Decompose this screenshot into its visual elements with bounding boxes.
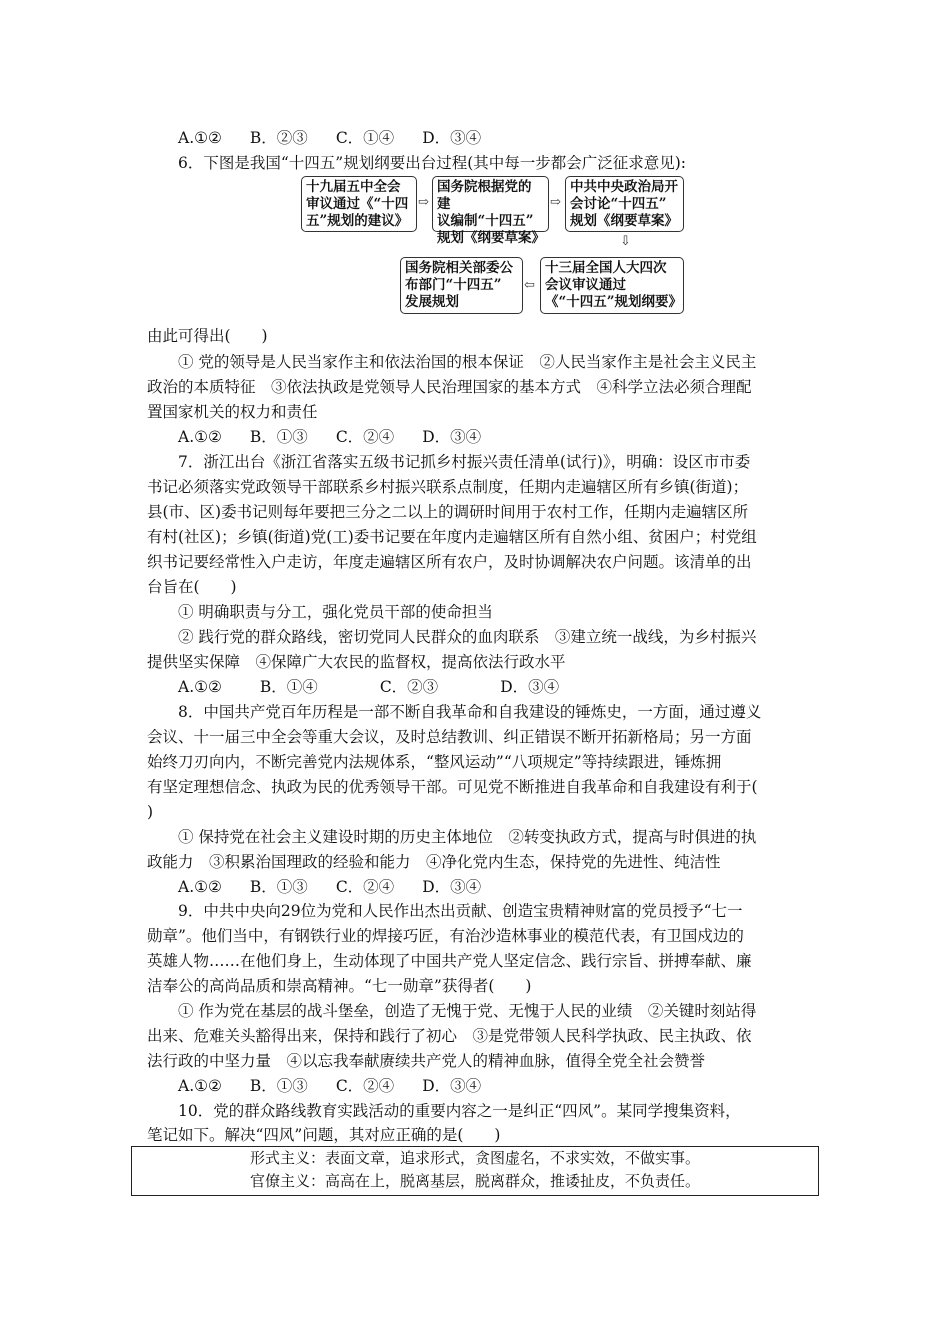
q7-option-a: A.①② [178,678,222,696]
q5-option-d: D．③④ [422,129,482,147]
q9-stem-line: 勋章”。他们当中，有钢铁行业的焊接巧匠，有治沙造林事业的模范代表，有卫国戍边的 [147,927,744,945]
arrow-down-icon: ⇩ [620,234,631,249]
q9-choice-line: 法行政的中坚力量 ④以忘我奉献赓续共产党人的精神血脉，值得全党全社会赞誉 [147,1052,706,1070]
q5-option-a: A.①② [178,129,222,147]
q6-option-d: D．③④ [422,428,482,446]
q6-choice-line: 政治的本质特征 ③依法执政是党领导人民治理国家的基本方式 ④科学立法必须合理配 [147,378,752,396]
q9-option-a: A.①② [178,1077,222,1095]
q5-option-c: C．①④ [335,129,395,147]
q10-stem-line: 笔记如下。解决“四风”问题，其对应正确的是( ) [147,1126,501,1144]
q7-stem-line: 书记必须落实党政领导干部联系乡村振兴联系点制度，任期内走遍辖区所有乡镇(街道)； [147,478,749,496]
q8-choice-line: 政能力 ③积累治国理政的经验和能力 ④净化党内生态，保持党的先进性、纯洁性 [147,853,721,871]
q9-option-c: C．②④ [335,1077,395,1095]
q8-stem-line: ) [147,803,154,821]
q8-option-a: A.①② [178,878,222,896]
q5-options [178,127,509,149]
flow-step-2: 国务院根据党的建 议编制“十四五” 规划《纲要草案》 [432,176,549,232]
q8-options [178,876,509,898]
q8-option-b: B．①③ [249,878,308,896]
q9-choice-line: 出来、危难关头豁得出来，保持和践行了初心 ③是党带领人民科学执政、民主执政、依 [147,1027,752,1045]
flow-step-4: 十三届全国人大四次 会议审议通过 《“十四五”规划纲要》 [540,257,684,314]
q7-option-c: C．②③ [379,678,439,696]
arrow-right-icon: ⇨ [550,195,561,210]
q8-stem-line: 会议、十一届三中全会等重大会议，及时总结教训、纠正错误不断开拓新格局；另一方面 [147,728,752,746]
q6-choice-line: 置国家机关的权力和责任 [147,403,318,421]
q9-option-b: B．①③ [249,1077,308,1095]
q7-stem-line: 县(市、区)委书记则每年要把三分之二以上的调研时间用于农村工作，任期内走遍辖区所 [147,503,749,521]
q7-stem-line: 织书记要经常性入户走访，年度走遍辖区所有农户，及时协调解决农户问题。该清单的出 [147,553,752,571]
q7-choice-line: ① 明确职责与分工，强化党员干部的使命担当 [178,603,493,621]
q7-choice-line: 提供坚实保障 ④保障广大农民的监督权，提高依法行政水平 [147,653,566,671]
q7-stem-line: 有村(社区)；乡镇(街道)党(工)委书记要在年度内走遍辖区所有自然小组、贫困户；村党组 [147,528,757,546]
q6-options [178,426,509,448]
q10-stem-line: 10．党的群众路线教育实践活动的重要内容之一是纠正“四风”。某同学搜集资料， [178,1102,741,1120]
flow-step-3: 中共中央政治局开 会讨论“十四五” 规划《纲要草案》 [565,176,684,232]
q6-choice-line: ① 党的领导是人民当家作主和依法治国的根本保证 ②人民当家作主是社会主义民主 [178,353,757,371]
q10-notes-table [131,1146,819,1196]
q8-choice-line: ① 保持党在社会主义建设时期的历史主体地位 ②转变执政方式，提高与时俱进的执 [178,828,757,846]
arrow-left-icon: ⇦ [524,278,535,293]
q9-options [178,1075,509,1097]
q9-stem-line: 洁奉公的高尚品质和崇高精神。“七一勋章”获得者( ) [147,977,532,995]
q8-stem-line: 始终刀刃向内，不断完善党内法规体系，“整风运动”“八项规定”等持续跟进，锤炼拥 [147,753,722,771]
arrow-right-icon: ⇨ [418,195,429,210]
q5-option-b: B．②③ [249,129,308,147]
q9-stem-line: 9．中共中央向29位为党和人民作出杰出贡献、创造宝贵精神财富的党员授予“七一 [178,902,743,920]
q6-option-b: B．①③ [249,428,308,446]
q8-option-c: C．②④ [335,878,395,896]
q6-option-a: A.①② [178,428,222,446]
q6-option-c: C．②④ [335,428,395,446]
q8-stem-line: 有坚定理想信念、执政为民的优秀领导干部。可见党不断推进自我革命和自我建设有利于( [147,778,758,796]
table-row: 形式主义：表面文章，追求形式，贪图虚名，不求实效，不做实事。 [249,1149,700,1167]
q9-stem-line: 英雄人物……在他们身上，生动体现了中国共产党人坚定信念、践行宗旨、拼搏奉献、廉 [147,952,752,970]
table-row: 官僚主义：高高在上，脱离基层，脱离群众，推诿扯皮，不负责任。 [249,1172,700,1190]
q6-prompt: 由此可得出( ) [147,327,268,345]
q8-stem-line: 8．中国共产党百年历程是一部不断自我革命和自我建设的锤炼史，一方面，通过遵义 [178,703,762,721]
q7-option-d: D．③④ [500,678,560,696]
flow-step-1: 十九届五中全会 审议通过《“十四 五”规划的建议》 [301,176,417,232]
q9-choice-line: ① 作为党在基层的战斗堡垒，创造了无愧于党、无愧于人民的业绩 ②关键时刻站得 [178,1002,757,1020]
q7-stem-line: 7．浙江出台《浙江省落实五级书记抓乡村振兴责任清单(试行)》，明确：设区市市委 [178,453,751,471]
q7-option-b: B．①④ [259,678,318,696]
q9-option-d: D．③④ [422,1077,482,1095]
q7-choice-line: ② 践行党的群众路线，密切党同人民群众的血肉联系 ③建立统一战线，为乡村振兴 [178,628,757,646]
q6-stem: 6．下图是我国“十四五”规划纲要出台过程(其中每一步都会广泛征求意见): [178,154,687,172]
q7-options [178,676,587,698]
q7-stem-line: 台旨在( ) [147,578,237,596]
q8-option-d: D．③④ [422,878,482,896]
flow-step-5: 国务院相关部委公 布部门“十四五” 发展规划 [400,257,523,314]
